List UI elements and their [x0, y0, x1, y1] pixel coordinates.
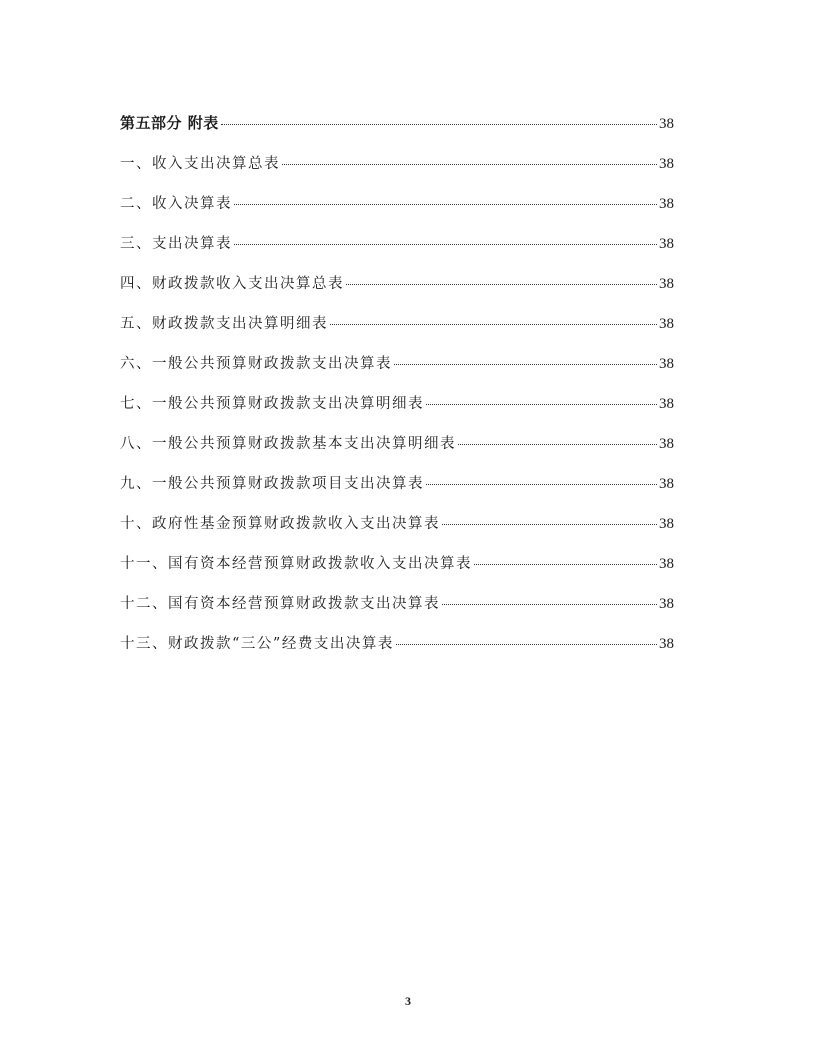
- toc-entry-page: 38: [659, 556, 674, 572]
- toc-entry-label: 十、政府性基金预算财政拨款收入支出决算表: [120, 516, 440, 532]
- toc-entry[interactable]: [120, 632, 674, 672]
- toc-entry-label: 五、财政拨款支出决算明细表: [120, 316, 328, 332]
- toc-entry[interactable]: [120, 512, 674, 552]
- toc-leader-dots: [282, 164, 657, 165]
- page-number: 3: [405, 994, 411, 1008]
- toc-entry[interactable]: [120, 232, 674, 272]
- toc-entry-label: 一、收入支出决算总表: [120, 156, 280, 172]
- toc-entry-page: 38: [659, 436, 674, 452]
- toc-entry-label: 四、财政拨款收入支出决算总表: [120, 276, 344, 292]
- toc-leader-dots: [221, 124, 657, 125]
- toc-leader-dots: [442, 604, 657, 605]
- toc-leader-dots: [234, 204, 657, 205]
- toc-entry-label: 三、支出决算表: [120, 236, 232, 252]
- toc-entry-page: 38: [659, 276, 674, 292]
- toc-entry-page: 38: [659, 356, 674, 372]
- toc-entry-label: 二、收入决算表: [120, 196, 232, 212]
- toc-entry-label: 第五部分 附表: [120, 114, 219, 132]
- toc-leader-dots: [330, 324, 657, 325]
- toc-entry-part-five[interactable]: [120, 112, 674, 152]
- toc-entry-label: 八、一般公共预算财政拨款基本支出决算明细表: [120, 436, 456, 452]
- toc-entry-label: 十三、财政拨款“三公”经费支出决算表: [120, 636, 394, 652]
- toc-entry-page: 38: [659, 116, 674, 132]
- toc-entry-label: 七、一般公共预算财政拨款支出决算明细表: [120, 396, 424, 412]
- toc-leader-dots: [426, 484, 657, 485]
- toc-entry-page: 38: [659, 476, 674, 492]
- toc-entry[interactable]: [120, 192, 674, 232]
- toc-entry-label: 十一、国有资本经营预算财政拨款收入支出决算表: [120, 556, 472, 572]
- toc-leader-dots: [458, 444, 657, 445]
- toc-entry-page: 38: [659, 236, 674, 252]
- toc-entry-label: 九、一般公共预算财政拨款项目支出决算表: [120, 476, 424, 492]
- toc-entry[interactable]: [120, 152, 674, 192]
- toc-entry-page: 38: [659, 516, 674, 532]
- toc-leader-dots: [442, 524, 657, 525]
- toc-entry-label: 十二、国有资本经营预算财政拨款支出决算表: [120, 596, 440, 612]
- toc-entry-page: 38: [659, 636, 674, 652]
- toc-entry-label: 六、一般公共预算财政拨款支出决算表: [120, 356, 392, 372]
- toc-entry[interactable]: [120, 392, 674, 432]
- toc-entry-page: 38: [659, 156, 674, 172]
- toc-entry[interactable]: [120, 272, 674, 312]
- toc-entry[interactable]: [120, 472, 674, 512]
- toc-leader-dots: [234, 244, 657, 245]
- toc-entry[interactable]: [120, 592, 674, 632]
- toc-entry[interactable]: [120, 552, 674, 592]
- toc-entry[interactable]: [120, 312, 674, 352]
- toc-leader-dots: [346, 284, 657, 285]
- toc-entry-page: 38: [659, 396, 674, 412]
- toc-leader-dots: [394, 364, 657, 365]
- toc-entry-page: 38: [659, 596, 674, 612]
- toc-entry[interactable]: [120, 432, 674, 472]
- toc-entry-page: 38: [659, 316, 674, 332]
- toc-entry-page: 38: [659, 196, 674, 212]
- toc-leader-dots: [396, 644, 657, 645]
- toc-entry[interactable]: [120, 352, 674, 392]
- toc-leader-dots: [426, 404, 657, 405]
- toc-leader-dots: [474, 564, 657, 565]
- table-of-contents: [120, 112, 674, 672]
